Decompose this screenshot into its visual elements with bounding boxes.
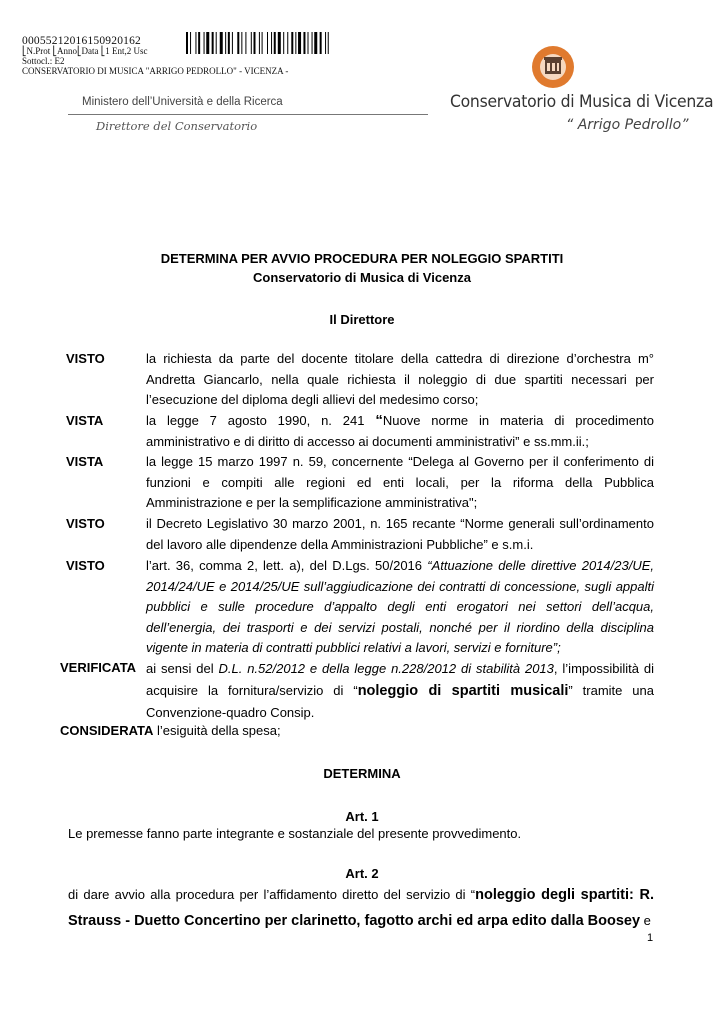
director-heading: Il Direttore bbox=[329, 312, 395, 327]
barcode-bar bbox=[328, 32, 329, 54]
preamble-text: la legge 15 marzo 1997 n. 59, concernente “Delega al Governo per il conferimento di funzioni e compiti alle regioni ed enti locali, per la riforma della Pubblica Amministrazione e per la semplificazione amministrativa"; bbox=[146, 454, 654, 510]
protocol-institution: CONSERVATORIO DI MUSICA "ARRIGO PEDROLLO" - VICENZA - bbox=[22, 66, 289, 76]
barcode-bar bbox=[283, 32, 284, 54]
barcode-bar bbox=[298, 32, 301, 54]
barcode-bar bbox=[195, 32, 196, 54]
barcode-bar bbox=[267, 32, 268, 54]
preamble-label: VISTO bbox=[66, 351, 105, 366]
barcode-bar bbox=[287, 32, 288, 54]
barcode-bar bbox=[216, 32, 217, 54]
barcode-bar bbox=[325, 32, 326, 54]
barcode-bar bbox=[212, 32, 214, 54]
barcode-bar bbox=[220, 32, 223, 54]
document-title: DETERMINA PER AVVIO PROCEDURA PER NOLEGGIO SPARTITI bbox=[160, 251, 564, 266]
barcode-bar bbox=[232, 32, 233, 54]
preamble-text: ai sensi del D.L. n.52/2012 e della legge n.228/2012 di stabilità 2013, l’impossibilità di acquisire la fornitura/servizio di “noleggio di spartiti musicali” tramite una Convenzione-quadro Consip. bbox=[146, 661, 654, 720]
preamble-text: la richiesta da parte del docente titolare della cattedra di direzione d’orchestra m° Andretta Giancarlo, nella quale richiesta il noleggio di due spartiti necessari per l’esecuzione del diploma degli allievi del medesimo corso; bbox=[146, 351, 654, 407]
barcode-bar bbox=[320, 32, 322, 54]
preamble-label: VISTO bbox=[66, 558, 105, 573]
art2-text: di dare avvio alla procedura per l’affidamento diretto del servizio di “noleggio degli spartiti: R. Strauss - Duetto Concertino per clarinetto, fagotto archi ed arpa edito dalla Boosey e bbox=[68, 887, 654, 929]
letterhead-divider bbox=[68, 114, 428, 115]
page-number: 1 bbox=[647, 932, 654, 944]
art1-text: Le premesse fanno parte integrante e sostanziale del presente provvedimento. bbox=[68, 826, 522, 841]
art1-title: Art. 1 bbox=[345, 809, 379, 824]
barcode-bar bbox=[278, 32, 281, 54]
barcode-bar bbox=[190, 32, 191, 54]
preamble-label: VISTA bbox=[66, 413, 104, 428]
barcode-bar bbox=[274, 32, 276, 54]
institution-subtitle: “ Arrigo Pedrollo” bbox=[566, 117, 689, 133]
art2-title: Art. 2 bbox=[345, 866, 379, 881]
protocol-classification: Sottocl.: E2 bbox=[22, 56, 65, 66]
barcode-bar bbox=[186, 32, 188, 54]
protocol-number: 00055212016150920162 bbox=[22, 35, 141, 47]
barcode-bar bbox=[262, 32, 263, 54]
conservatory-logo bbox=[530, 44, 576, 90]
barcode-bar bbox=[308, 32, 309, 54]
preamble-considerata: CONSIDERATA l’esiguità della spesa; bbox=[60, 723, 281, 738]
determina-heading: DETERMINA bbox=[323, 766, 401, 781]
barcode-bar bbox=[228, 32, 230, 54]
barcode-bar bbox=[225, 32, 226, 54]
preamble-label: VISTO bbox=[66, 516, 105, 531]
barcode-bar bbox=[259, 32, 260, 54]
preamble-text: l’art. 36, comma 2, lett. a), del D.Lgs. 50/2016 “Attuazione delle direttive 2014/23/UE, 2014/24/UE e 2014/25/UE sull’aggiudicazione dei contratti di concessione, sugli appalti pubblici e sulle procedure d’appalto degli enti erogatori nei settori dell’acqua, dell’energia, dei trasporti e dei servizi postali, nonché per il riordino della disciplina vigente in materia di contratti pubblici relativi a lavori, servizi e forniture”; bbox=[146, 558, 654, 655]
preamble-label: VERIFICATA bbox=[60, 660, 137, 675]
barcode-bar bbox=[204, 32, 205, 54]
barcode-bar bbox=[271, 32, 272, 54]
protocol-fields: ⎣N.Prot ⎣Anno⎣Data ⎣1 Ent,2 Usc bbox=[22, 46, 148, 56]
preamble-label: VISTA bbox=[66, 454, 104, 469]
barcode-bar bbox=[295, 32, 296, 54]
barcode-bar bbox=[314, 32, 317, 54]
barcode-bar bbox=[198, 32, 200, 54]
director-office: Direttore del Conservatorio bbox=[96, 119, 258, 133]
barcode bbox=[186, 32, 378, 54]
barcode-bar bbox=[245, 32, 246, 54]
barcode-bar bbox=[237, 32, 239, 54]
barcode-bar bbox=[312, 32, 313, 54]
institution-name: Conservatorio di Musica di Vicenza bbox=[450, 92, 714, 112]
barcode-bar bbox=[206, 32, 209, 54]
barcode-bar bbox=[303, 32, 305, 54]
document-subtitle: Conservatorio di Musica di Vicenza bbox=[253, 270, 471, 285]
barcode-bar bbox=[291, 32, 293, 54]
barcode-bar bbox=[251, 32, 252, 54]
barcode-bar bbox=[241, 32, 242, 54]
preamble-text: il Decreto Legislativo 30 marzo 2001, n. 165 recante “Norme generali sull’ordinamento del lavoro alle dipendenze della Amministrazioni Pubbliche” e s.m.i. bbox=[146, 516, 654, 552]
ministry-name: Ministero dell’Università e della Ricerca bbox=[82, 96, 283, 108]
preamble-text: la legge 7 agosto 1990, n. 241 “Nuove norme in materia di procedimento amministrativo e di diritto di accesso ai documenti amministrativi” e ss.mm.ii.; bbox=[146, 412, 654, 449]
barcode-bar bbox=[254, 32, 256, 54]
